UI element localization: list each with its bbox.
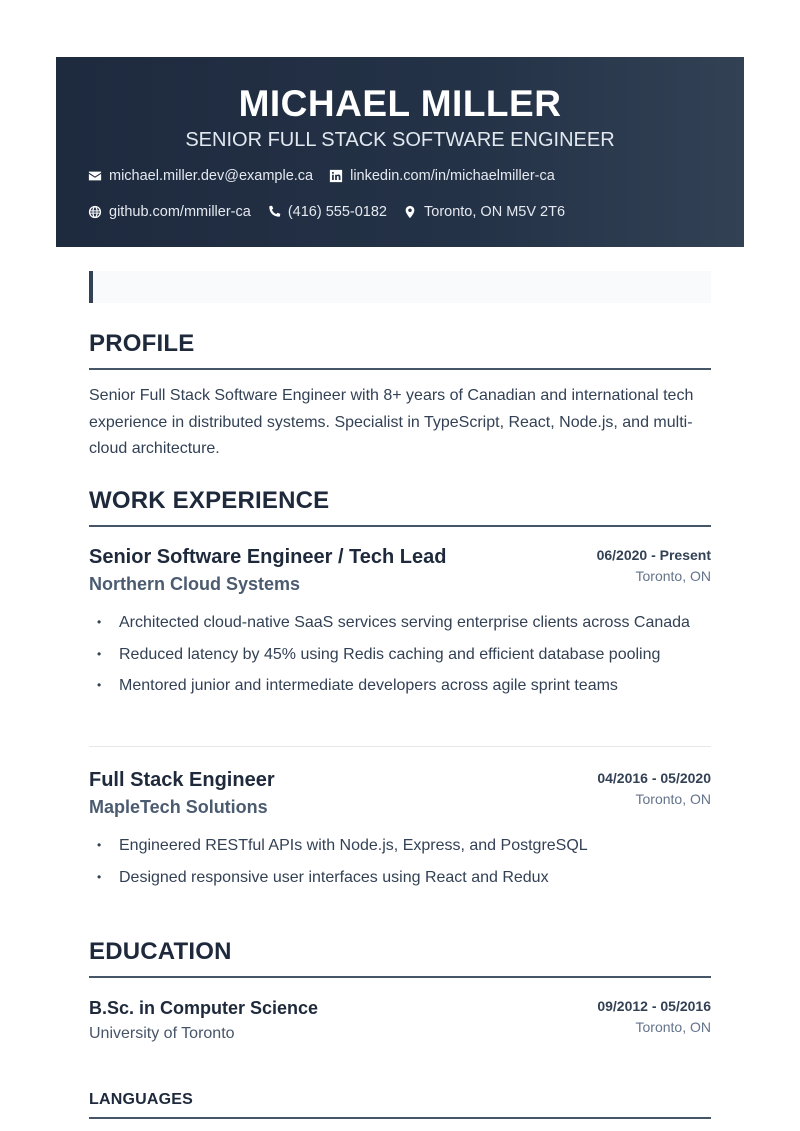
candidate-name: MICHAEL MILLER bbox=[238, 83, 562, 124]
edu-dates: 09/2012 - 05/2016 bbox=[597, 998, 711, 1014]
list-item: • Reduced latency by 45% using Redis caching and efficient database pooling bbox=[97, 645, 661, 663]
contact-location bbox=[403, 204, 565, 220]
job-dates: 04/2016 - 05/2020 bbox=[597, 770, 711, 786]
email-text: michael.miller.dev@example.ca bbox=[109, 168, 314, 184]
github-text: github.com/mmiller-ca bbox=[109, 204, 251, 220]
contact-github[interactable] bbox=[88, 204, 251, 220]
job-title: Full Stack Engineer bbox=[89, 769, 275, 791]
job-company: Northern Cloud Systems bbox=[89, 574, 301, 594]
job-company: MapleTech Solutions bbox=[89, 797, 268, 817]
summary-highlight-box bbox=[89, 271, 711, 303]
edu-school: University of Toronto bbox=[89, 1025, 235, 1042]
envelope-icon bbox=[88, 169, 102, 183]
job-entry bbox=[89, 546, 711, 704]
education-entry bbox=[89, 998, 711, 1043]
phone-text: (416) 555-0182 bbox=[287, 204, 387, 220]
edu-degree: B.Sc. in Computer Science bbox=[89, 998, 319, 1018]
job-divider bbox=[89, 746, 711, 747]
job-location: Toronto, ON bbox=[635, 791, 711, 807]
job-bullets bbox=[89, 609, 711, 699]
profile-heading: PROFILE bbox=[89, 330, 711, 370]
profile-summary: Senior Full Stack Software Engineer with 8+ years of Canadian and international tech experience in distributed systems. Specialist in TypeScript, React, Node.js, and multi-cloud architecture. bbox=[89, 387, 694, 457]
contact-email[interactable] bbox=[88, 168, 313, 184]
location-text: Toronto, ON M5V 2T6 bbox=[424, 204, 566, 220]
contact-row-2 bbox=[88, 204, 581, 220]
list-item: • Engineered RESTful APIs with Node.js, Express, and PostgreSQL bbox=[97, 837, 588, 854]
list-item: • Architected cloud-native SaaS services serving enterprise clients across Canada bbox=[97, 614, 690, 631]
list-item: • Designed responsive user interfaces using React and Redux bbox=[97, 868, 549, 886]
contact-phone[interactable] bbox=[267, 204, 387, 220]
job-title: Senior Software Engineer / Tech Lead bbox=[89, 546, 447, 568]
job-entry bbox=[89, 769, 711, 895]
phone-icon bbox=[267, 205, 281, 219]
resume-header bbox=[56, 57, 744, 247]
linkedin-text: linkedin.com/in/michaelmiller-ca bbox=[350, 168, 555, 184]
job-bullets bbox=[89, 832, 711, 891]
experience-heading: WORK EXPERIENCE bbox=[89, 487, 711, 527]
languages-heading: LANGUAGES bbox=[89, 1091, 711, 1119]
map-pin-icon bbox=[403, 205, 417, 219]
contact-row-1 bbox=[88, 168, 571, 184]
job-location: Toronto, ON bbox=[635, 568, 711, 584]
candidate-title: SENIOR FULL STACK SOFTWARE ENGINEER bbox=[185, 129, 615, 151]
linkedin-icon bbox=[329, 169, 343, 183]
education-heading: EDUCATION bbox=[89, 938, 711, 978]
edu-location: Toronto, ON bbox=[635, 1019, 711, 1035]
globe-icon bbox=[88, 205, 102, 219]
contact-linkedin[interactable] bbox=[329, 168, 555, 184]
job-dates: 06/2020 - Present bbox=[596, 547, 711, 563]
list-item: • Mentored junior and intermediate developers across agile sprint teams bbox=[97, 677, 618, 694]
